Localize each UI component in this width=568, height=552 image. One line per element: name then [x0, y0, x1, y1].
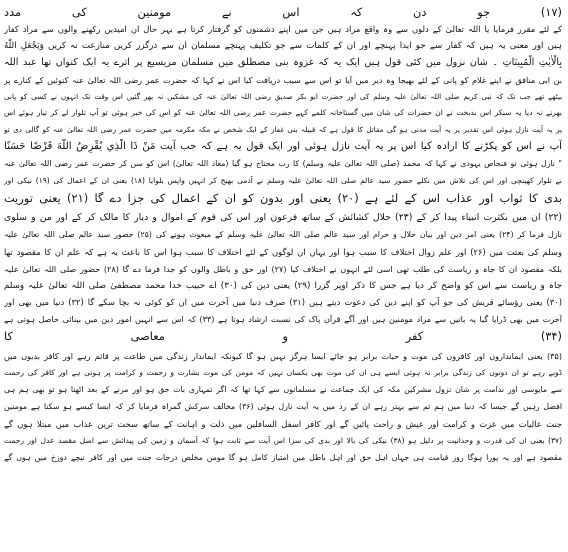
text-line: جاہ و ریاست سے اس کو واضح کر دیا ہے جس کا ذکر اوپر گزرا (۲۹) یعنی دین کی (۳۰) اے حبیب خدا محمد مصطفیٰ صلی اللہ تعالیٰ علیہ وسلم [4, 280, 562, 291]
commentary-block [4, 4, 562, 207]
text-line: بھرنے نہ دیا یہ سنکر اس بدبخت نے ان حضرات کی شان میں گستاخانہ کلمے کہے حضرت عمر رضی اللہ تعالیٰ عنہ کو اس کی خبر ہوئی تو آپ تلوار لے کر تیار ہوئے اس [4, 108, 562, 118]
text-line: افضل رہیں گے جیسا کہ دنیا میں ہم تم سے بہتر رہے ان کے رد میں یہ آیت نازل ہوئی (۳۶) مخالف سرکش گمراہ فرمایا کر کہ ایسا کیسے ہو سکتا ہے مومنین [4, 401, 562, 411]
commentary-block [4, 348, 562, 466]
text-line: آخرت میں بھی ڈرایا گیا یہ باتیں سے مراد مومنین ہیں اور آگے قرآن پاک کی نسبت ارشاد ہوتا ہے (۳۳) کہ اس سے انہیں امور دین میں بینائی حاصل ہوتی ہے [4, 314, 562, 325]
text-line: (۳۴) کفر و معاصی کا [4, 329, 562, 344]
text-line: پر یہ آیت نازل ہوئی اس تقدیر پر یہ آیت مدنی ہو گی مقاتل کا قول ہے کہ قبیلہ بنی غفار کے ایک شخص نے مکہ مکرمہ میں حضرت عمر رضی اللہ تعالیٰ عنہ کو گالی دی تو [4, 125, 562, 135]
text-line: (۳۵) یعنی ایمانداروں اور کافروں کی موت و حیات برابر ہو جائے ایسا ہرگز نہیں ہو گا کیونکہ ایماندار زندگی میں طاعت پر قائم رہے اور کافر بدیوں میں [4, 351, 562, 362]
text-line: نازل فرما کر (۲۴) یعنی امر دین اور بیان حلال و حرام اور سید عالم صلی اللہ تعالیٰ علیہ وسلم کے مبعوث ہونے کی (۲۵) حضور سید عالم صلی اللہ تعالیٰ علیہ [4, 229, 562, 239]
text-line: جنت عالیات میں عزت و کرامت اور عیش و راحت پائیں گے اور کافر اسفل السافلین میں ذلت و اہانت کے ساتھ سخت ترین عذاب میں مبتلا ہوں گے [4, 418, 562, 429]
text-line: (۳۰) یعنی رؤسائے قریش کی جو آپ کو اپنے دین کی دعوت دیتے ہیں (۳۱) صرف دنیا میں آخرت میں ان کو کوئی نہ بچا سکے گا (۳۲) دنیا میں بھی اور [4, 297, 562, 308]
text-line: کے لئے مقرر فرمایا یا اللہ تعالیٰ کے دلوں سے وہ واقع مراد ہیں جن میں اپنے دشمنوں کو گرفتار کرتا ہے بہر حال ان امیدیں رکھنے والوں سے مراد کفار [4, 23, 562, 34]
text-line: مقصود ہے اور یہ پورا ہوگا روز قیامت ہی جہاں اہل حق اور اہل باطل میں امتیاز کامل ہو گا مومن مخلص درجات جنت میں اور کافر نیچے دوزخ میں ہوں گے [4, 452, 562, 462]
text-line: سے مایوسی اور ندامت پر شان نزول مشرکین مکہ کی ایک جماعت نے مسلمانوں سے کہا تھا کہ اگر تمہاری بات حق ہو اور مرنے کے بعد اٹھنا ہو تو بھی ہم ہی [4, 384, 562, 394]
commentary-block [4, 210, 562, 345]
text-line: بدی کا ثواب اور عذاب اس کے لئے ہے (۲۰) یعنی اور بدون کو ان کے اعمال کی جزا دے گا (۲۱) یعنی توریت [4, 190, 562, 205]
text-line: بِالْاٰيٰتِ الْمُبِينَاتِ ۔ شان نزول میں کئی قول ہیں ایک یہ کہ غزوہ بنی مصطلق میں مسلمان مریسیع پر اترے یہ ایک کنواں تھا عبد اللہ [4, 56, 562, 68]
text-line: (۱۷) جو دن کہ اس نے مومنین کی مدد [4, 5, 562, 19]
text-line: نے تلوار کھینچی اور اس کی تلاش میں نکلے حضور سید عالم صلی اللہ تعالیٰ علیہ وسلم نے آدمی بھیج کر انہیں واپس بلوایا (۱۸) یعنی ان کے اعمال کی (۱۹) نیکی اور [4, 176, 562, 186]
text-line: (۲۲) ان میں بکثرت انبیاء پیدا کر کے (۲۳) حلال کشائش کے ساتھ فرعون اور اس کی قوم کے اموال و دیار کا مالک کر کے اور من و سلوی [4, 211, 562, 223]
text-line: آپ نے اس کو پکڑنے کا ارادہ کیا اس پر یہ آیت نازل ہوئی اور ایک قول یہ ہے کہ جب آیت مَنْ ذَا الَّذِي يُقْرِضُ اللّٰهَ قَرْضًا حَسَنًا [4, 141, 562, 153]
text-line: (۳۷) یعنی ان کی قدرت و وحدانیت پر دلیل ہو (۳۸) نیکی کی بالا اور بدی کی سزا اس آیت سے ثابت ہوا کہ آسمان و زمین کی پیدائش سے اصل مقصد عدل اور رحمت [4, 435, 562, 445]
text-line: بلکہ مقصود ان کا جاہ و ریاست کی طلب تھی اسی لئے انہوں نے اختلاف کیا (۲۷) اور حق و باطل والوں کو جدا فرما دے گا (۲۸) حضور صلی اللہ تعالیٰ علیہ [4, 263, 562, 274]
text-line: ڈوبے رہے تو ان دونوں کی زندگی برابر نہ ہوئی ایسے ہی ان کی موت بھی یکساں نہیں کہ مومن کی موت بشارت و رحمت و کرامت پر ہوتی ہے اور کافر کی رحمت [4, 368, 562, 378]
text-line: " نازل ہوئی تو فنحاص یہودی نے کہا کہ محمد (صلی اللہ تعالیٰ علیہ وسلم) کا رب محتاج ہو گیا (معاذ اللہ تعالیٰ) اس کو سن کر حضرت عمر رضی اللہ تعالیٰ عنہ [4, 159, 562, 169]
text-line: بن ابی منافق نے اپنے غلام کو پانی کے لئے بھیجا وہ دیر میں آیا تو اس سے سبب دریافت کیا اس نے کہا کہ حضرت عمر رضی اللہ تعالیٰ عنہ کنوئیں کے کنارے پر [4, 74, 562, 85]
text-line: بیٹھے تھے جب تک کہ نبی کریم صلی اللہ تعالیٰ علیہ وسلم کی اور حضرت ابو بکر صدیق رضی اللہ تعالیٰ عنہ کی مشکیں نہ بھر گئیں اس وقت تک انہوں نے کسی کو پانی [4, 91, 562, 101]
text-line: ہیں اور معنی یہ ہیں کہ کفار سے جو ایذا پہنچے اور ان کے کلمات سے جو تکلیف پہنچے مسلمان ان سے درگزر کریں منازعت نہ کریں وَيَجْعَلِ اللّٰهُ [4, 40, 562, 51]
text-line: وسلم کی بعثت میں (۲۶) اور علم زوال اختلاف کا سبب ہوا اور یہاں ان لوگوں کے لئے اختلاف کا سبب ہوا اس کا باعث یہ ہے کہ علم ان کا مقصود تھا [4, 246, 562, 257]
